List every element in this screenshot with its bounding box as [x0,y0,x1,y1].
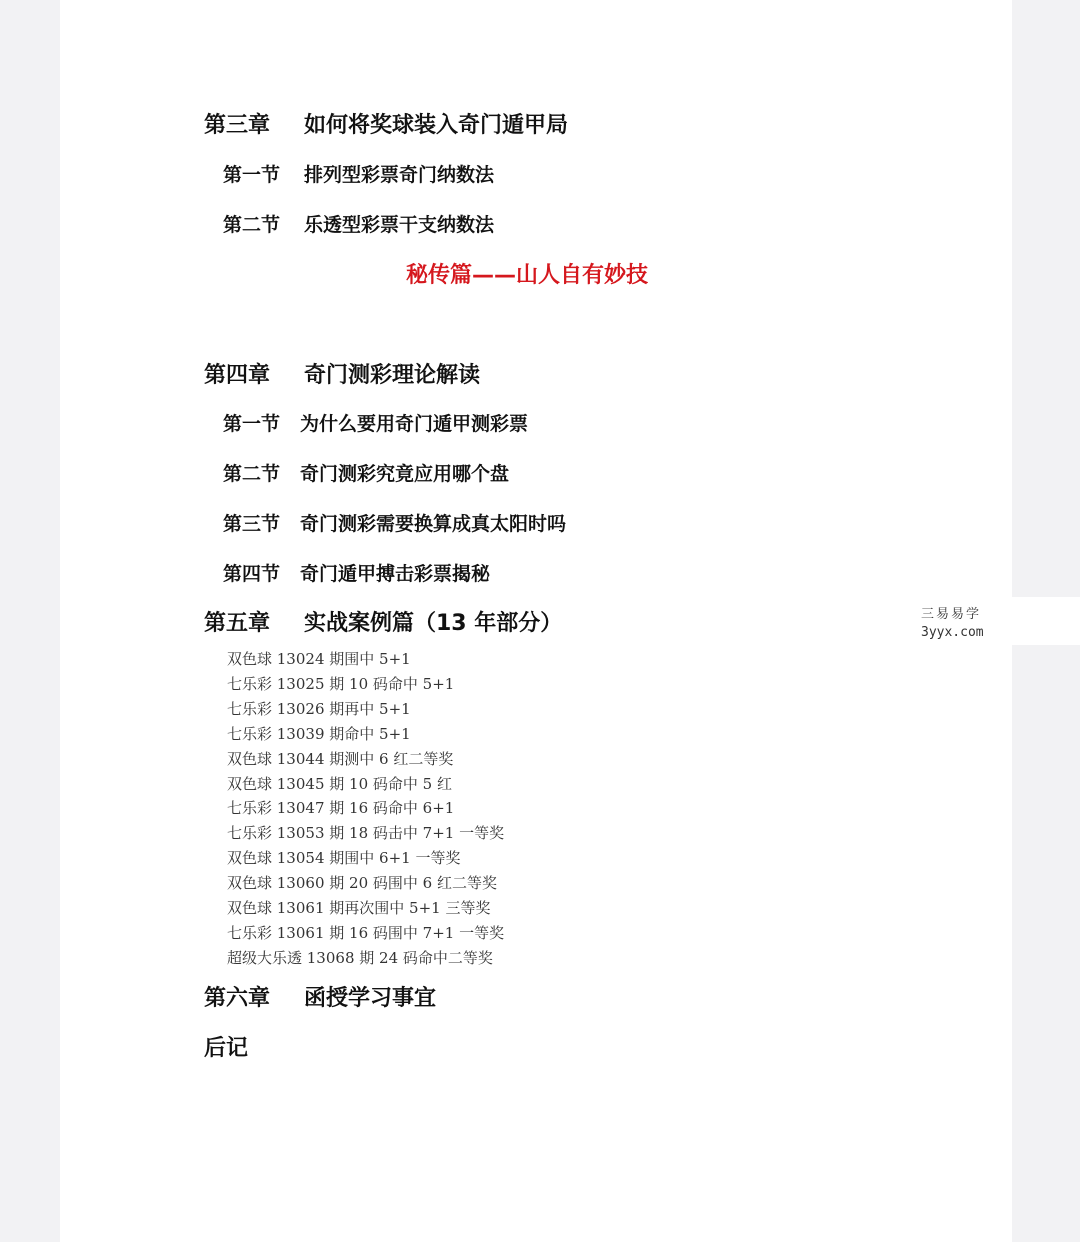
case-item: 七乐彩 13039 期命中 5+1 [227,725,411,743]
chapter-4-section-2-title: 奇门测彩究竟应用哪个盘 [300,463,510,485]
watermark-text: 三易易学 [921,607,982,622]
case-item: 双色球 13024 期围中 5+1 [227,650,411,668]
chapter-5-title: 实战案例篇（13 年部分） [304,611,563,636]
afterword-heading: 后记 [204,1036,249,1061]
chapter-3-section-2-label: 第二节 [223,214,281,236]
chapter-4-section-3-label: 第三节 [223,513,281,535]
chapter-3-label: 第三章 [204,113,271,138]
chapter-6-title: 函授学习事宜 [304,986,437,1011]
case-item: 双色球 13054 期围中 6+1 一等奖 [227,849,461,867]
secret-heading: 秘传篇——山人自有妙技 [406,263,649,288]
case-item: 双色球 13061 期再次围中 5+1 三等奖 [227,899,491,917]
chapter-4-section-3-title: 奇门测彩需要换算成真太阳时吗 [300,513,567,535]
chapter-4-section-1-label: 第一节 [223,413,281,435]
chapter-4-section-4-label: 第四节 [223,563,281,585]
chapter-3-section-1-label: 第一节 [223,164,281,186]
chapter-3-section-1-title: 排列型彩票奇门纳数法 [304,164,495,186]
chapter-4-section-2-label: 第二节 [223,463,281,485]
case-item: 双色球 13044 期测中 6 红二等奖 [227,750,454,768]
watermark-url: 3yyx.com [921,625,984,640]
chapter-4-label: 第四章 [204,363,271,388]
case-item: 七乐彩 13047 期 16 码命中 6+1 [227,799,455,817]
case-item: 七乐彩 13061 期 16 码围中 7+1 一等奖 [227,924,505,942]
chapter-5-label: 第五章 [204,611,271,636]
chapter-3-section-2-title: 乐透型彩票干支纳数法 [304,214,495,236]
case-item: 七乐彩 13026 期再中 5+1 [227,700,411,718]
case-item: 双色球 13045 期 10 码命中 5 红 [227,775,452,793]
chapter-6-label: 第六章 [204,986,271,1011]
chapter-3-title: 如何将奖球装入奇门遁甲局 [304,113,569,138]
case-item: 七乐彩 13053 期 18 码击中 7+1 一等奖 [227,824,505,842]
chapter-4-section-1-title: 为什么要用奇门遁甲测彩票 [300,413,529,435]
chapter-4-title: 奇门测彩理论解读 [304,363,481,388]
case-item: 七乐彩 13025 期 10 码命中 5+1 [227,675,455,693]
case-item: 双色球 13060 期 20 码围中 6 红二等奖 [227,874,497,892]
chapter-4-section-4-title: 奇门遁甲搏击彩票揭秘 [300,563,491,585]
case-item: 超级大乐透 13068 期 24 码命中二等奖 [227,949,493,967]
